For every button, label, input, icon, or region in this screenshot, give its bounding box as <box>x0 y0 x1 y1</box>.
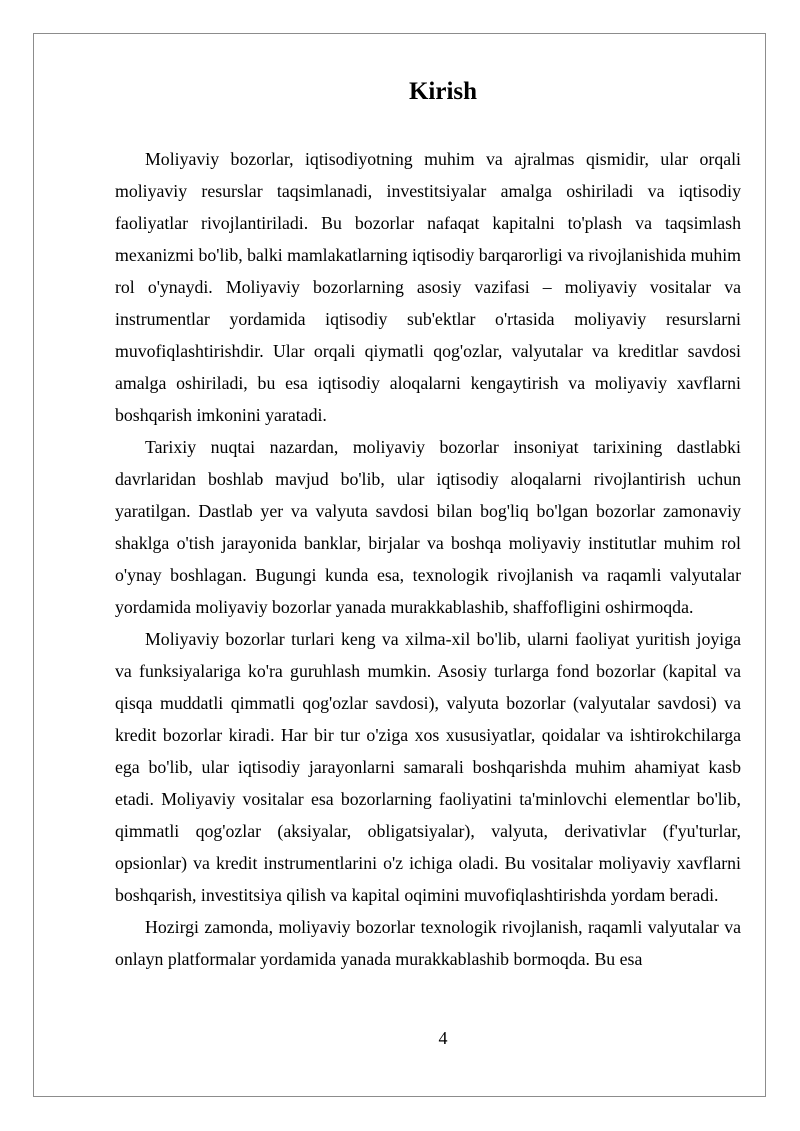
paragraph-2: Tarixiy nuqtai nazardan, moliyaviy bozorlar insoniyat tarixining dastlabki davrlaridan boshlab mavjud bo'lib, ular iqtisodiy aloqalarni rivojlantirish uchun yaratilgan. Dastlab yer va valyuta savdosi bilan bog'liq bo'lgan bozorlar zamonaviy shaklga o'tish jarayonida banklar, birjalar va boshqa moliyaviy institutlar muhim rol o'ynay boshlagan. Bugungi kunda esa, texnologik rivojlanish va raqamli valyutalar yordamida moliyaviy bozorlar yanada murakkablashib, shaffofligini oshirmoqda. <box>115 437 741 617</box>
page-number: 4 <box>438 1028 448 1048</box>
paragraph-3: Moliyaviy bozorlar turlari keng va xilma-xil bo'lib, ularni faoliyat yuritish joyiga va funksiyalariga ko'ra guruhlash mumkin. Asosiy turlarga fond bozorlar (kapital va qisqa muddatli qimmatli qog'ozlar savdosi), valyuta bozorlar (valyutalar savdosi) va kredit bozorlar kiradi. Har bir tur o'ziga xos xususiyatlar, qoidalar va ishtirokchilarga ega bo'lib, ular iqtisodiy jarayonlarni samarali boshqarishda muhim ahamiyat kasb etadi. Moliyaviy vositalar esa bozorlarning faoliyatini ta'minlovchi elementlar bo'lib, qimmatli qog'ozlar (aksiyalar, obligatsiyalar), valyuta, derivativlar (f'yu'turlar, opsionlar) va kredit instrumentlarini o'z ichiga oladi. Bu vositalar moliyaviy xavflarni boshqarish, investitsiya qilish va kapital oqimini muvofiqlashtirishda yordam beradi. <box>115 629 741 905</box>
paragraph-1: Moliyaviy bozorlar, iqtisodiyotning muhim va ajralmas qismidir, ular orqali moliyaviy resurslar taqsimlanadi, investitsiyalar amalga oshiriladi va iqtisodiy faoliyatlar rivojlantiriladi. Bu bozorlar nafaqat kapitalni to'plash va taqsimlash mexanizmi bo'lib, balki mamlakatlarning iqtisodiy barqarorligi va rivojlanishida muhim rol o'ynaydi. Moliyaviy bozorlarning asosiy vazifasi – moliyaviy vositalar va instrumentlar yordamida iqtisodiy sub'ektlar o'rtasida moliyaviy resurslarni muvofiqlashtirishdir. Ular orqali qiymatli qog'ozlar, valyutalar va kreditlar savdosi amalga oshiriladi, bu esa iqtisodiy aloqalarni kengaytirish va moliyaviy xavflarni boshqarish imkonini yaratadi. <box>115 149 741 425</box>
body-text <box>115 143 741 975</box>
paragraph-4: Hozirgi zamonda, moliyaviy bozorlar texnologik rivojlanish, raqamli valyutalar va onlayn platformalar yordamida yanada murakkablashib bormoqda. Bu esa <box>115 917 741 969</box>
page-title: Kirish <box>408 78 478 105</box>
